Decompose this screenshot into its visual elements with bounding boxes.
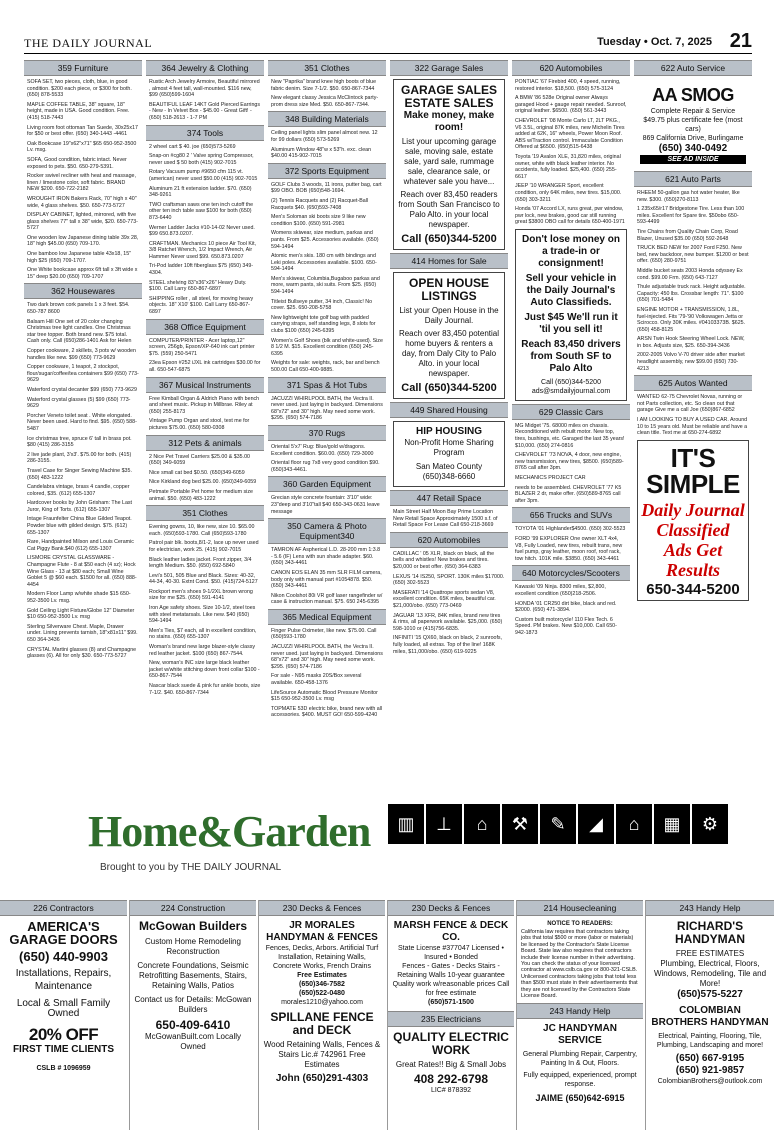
- classified-ad: Nikon Coolshot 80i VR golf laser rangefinder w/ case & instruction manual. $75. 650 245-6395: [271, 592, 383, 606]
- column-1: [24, 58, 142, 798]
- classified-ad: TOPMATE 53D electric bike, brand new with all accessories. $400. MUST GO! 650-599-4240: [271, 705, 383, 719]
- section-header: 656 Trucks and SUVs: [512, 507, 630, 523]
- ad-text: Contact us for Details: McGowan Builders: [134, 995, 252, 1014]
- ad-text: Installations, Repairs, Maintenance: [15, 968, 112, 992]
- classified-ad: One wooden low Japanese dining table 39x 28, 18" high $45.00 (650) 709-170.: [27, 234, 139, 248]
- box-phone: 650-344-5200: [646, 580, 740, 598]
- box-contact: Call (650)344-5200 ads@smdailyjournal.com: [531, 378, 611, 395]
- classified-ad: Candelabra vintage, brass 4 candle, copper colored, $35. (612) 655-1307: [27, 484, 130, 497]
- ad-title: MARSH FENCE & DECK CO.: [393, 920, 509, 943]
- section-header: 367 Musical Instruments: [146, 377, 264, 393]
- classified-ad: CRYSTAL Martini glasses (8) and Champagne glasses (6). All for only $30. 650-773-5727: [27, 646, 137, 660]
- classified-ad: Rocker swivel recliner with heat and massage, linen / limestone color, soft fabric. BRAND NEW $200. 650-722-2182: [27, 173, 136, 193]
- ad-list: [268, 182, 386, 374]
- section-header: 374 Tools: [146, 125, 264, 141]
- section-header: 322 Garage Sales: [390, 60, 508, 76]
- classified-ad: CANON EOS ELAN 35 mm SLR FILM camera, body only with manual part #1054878. $50. (650) 343-4461: [271, 569, 382, 590]
- section-header: 312 Pets & animals: [146, 435, 264, 451]
- ad-text: Wood Retaining Walls, Fences & Stairs Lic.# 742961 Free Estimates: [263, 1040, 381, 1069]
- home-garden-banner: [0, 800, 774, 896]
- classified-ad: GOLF Clubs 3 woods, 11 irons, putter bag, cart $99 OBO. BOB (650)548-1694.: [271, 181, 382, 195]
- ad-text: Fully equipped, experienced, prompt response.: [523, 1072, 637, 1089]
- ad-list: [146, 144, 264, 316]
- classified-ad: RHEEM 50-gallon gas hot water heater, like new. $300. (650)270-8113: [637, 190, 740, 203]
- classified-ad: New "Paprika" brand knee high boots of blue fabric denim. Size 7-1/2. $50. 650-867-7344: [271, 79, 377, 92]
- classified-ad: Intage Fraunfelter China Blue Gilded Teapot. Powder blue with gilded design. $75. (612) 655-1307: [27, 516, 132, 536]
- ad-email: ColombianBrothers@outlook.com: [657, 1078, 763, 1085]
- construction-column: [129, 900, 256, 1130]
- classified-ad: Men's Soloman ski boots size 9 like new condition $100. (650) 591-2981: [271, 214, 366, 227]
- section-header: 640 Motorcycles/Scooters: [512, 565, 630, 581]
- ad-list: [634, 394, 752, 437]
- box-text: List your Open House in the Daily Journal.: [399, 306, 499, 325]
- classified-ad: SHIPPING roller , all steel, for moving heavy objects. 18" X10' $100. Call Larry 650-867-6897: [149, 295, 254, 316]
- housecleaning-column: [516, 900, 643, 1130]
- classified-ad: Ceiling panel lights slim panel almost new. 12 for 99 dollars (650) 573-5269: [271, 130, 378, 143]
- ad-text: Local & Small Family Owned: [16, 998, 111, 1019]
- classified-ad: (2) Tennis Racquets and (2) Racquet-Ball Racquets $40. (650)593-7408: [271, 197, 369, 211]
- jc-handyman-ad: [521, 1023, 639, 1104]
- ad-phone: (650) 667-9195: [675, 1053, 745, 1064]
- classified-ad: 2002-2005 Volvo V-70 driver side after market headlight assembly, new $99.00 (650) 730-4213: [637, 352, 745, 372]
- ad-title: JR MORALES HANDYMAN & FENCES: [266, 920, 378, 943]
- ad-phone: (650) 921-9857: [675, 1065, 745, 1076]
- section-header: 351 Clothes: [146, 505, 264, 521]
- classified-ad: Toyota '19 Avalon XLE, 31,820 miles, original owner, white with black leather interior. No accidents, fully loaded. $25,400. (650) 255-6617: [515, 153, 621, 180]
- classified-ad: New, woman's INC size large black leather jacket w/white stitching down front collar $100 - 650-867-7544: [149, 660, 260, 680]
- ad-title: AMERICA'S GARAGE DOORS: [9, 919, 118, 947]
- ad-text: FIRST TIME CLIENTS: [12, 1044, 115, 1055]
- ad-phone: 650-409-6410: [155, 1018, 231, 1032]
- classified-ad: Snap-on #cg80 2 ' Valve spring Compressor, never used $ 50 both (415) 902-7015: [149, 153, 254, 166]
- ad-list: [512, 584, 630, 636]
- classified-ad: Waterford crystal glasses (5) $99 (650) 773-9629: [27, 396, 131, 410]
- window-icon: ▦: [654, 804, 690, 844]
- ad-list: [24, 302, 142, 659]
- classified-ad: Grecian style concrete fountain: 3'10" wide: 23"deep and 3'10"tall $40 650-343-0631 leave message: [271, 495, 380, 515]
- classified-ad: Atomic men's skis. 180 cm with bindings and Leki poles. Accessories available. $100. 650-594-1494: [271, 253, 377, 273]
- its-simple-box: [637, 440, 749, 601]
- ad-list: [268, 444, 386, 473]
- ad-list: [268, 130, 386, 159]
- section-header: 243 Handy Help: [517, 1003, 643, 1019]
- section-header: 447 Retail Space: [390, 490, 508, 506]
- classified-ad: WANTED 62-75 Chevrolet Novas, running or not Parts collection, etc. So clean out that garage Give me a call Joe (650)867-6852: [637, 394, 743, 414]
- classified-ad: SOFA SET, two pieces, cloth, blue, in good condition. $200 each piece, or $300 for both. (650) 878-5533: [27, 79, 132, 99]
- section-header: 368 Office Equipment: [146, 319, 264, 335]
- classified-ad: Men's Ties, $7 each, all in excellent condition, no stains. (650) 655-1307: [149, 627, 257, 641]
- classified-ad: HONDA '01 CR250 dirt bike, black and red. $2000. (650) 471-3894.: [515, 600, 617, 614]
- ad-title: SPILLANE FENCE and DECK: [270, 1010, 374, 1037]
- ad-list: [268, 79, 386, 108]
- decks-fences-column: [258, 900, 385, 1130]
- box-title: Don't lose money on a trade-in or consignment!: [522, 233, 620, 269]
- page-number: 21: [729, 30, 752, 52]
- auto-classifieds-box: [515, 229, 627, 401]
- garage-sales-box: [393, 79, 505, 250]
- classified-ad: Kawaski '09 Ninja. 8300 miles, $2,800, excellent condition (650)218-2506.: [515, 584, 606, 597]
- classified-ad: needs to be assembled. CHEVROLET '77 K5 BLAZER 2 dr, make offer. (650)589-8765 call after 3pm.: [515, 484, 622, 504]
- section-header: 622 Auto Service: [634, 60, 752, 76]
- section-header: 351 Clothes: [268, 60, 386, 76]
- ad-title: QUALITY ELECTRIC WORK: [393, 1030, 509, 1057]
- classified-ad: Oriental floor rug 7x8 very good condition $90. (650)343-4461.: [271, 460, 380, 473]
- box-text: Daily Journal Classified Ads Get Results: [641, 499, 745, 580]
- ad-list: [634, 190, 752, 372]
- classified-ad: Woman's brand new large blazer-style classy red leather jacket. $100 (650) 867-7544.: [149, 644, 256, 657]
- ad-list: [146, 396, 264, 432]
- classified-ad: Thule adjustable truck rack. Height adjustable. Capacity: 450 lbs. Crossbar length: 71". $100 (650) 701-5484: [637, 284, 746, 304]
- classified-ad: TWO craftsman saws one ten inch cutoff the other ten inch table saw $100 for both (650) 873-6440: [149, 201, 254, 221]
- home-garden-tagline: Brought to you by THE DAILY JOURNAL: [100, 862, 282, 873]
- classified-ad: Nice Kirkland dog bed $25.00. (650)349-6059: [149, 479, 257, 486]
- saw-icon: ◢: [578, 804, 614, 844]
- section-header: 364 Jewelry & Clothing: [146, 60, 264, 76]
- column-2: [146, 58, 264, 798]
- ad-list: [146, 79, 264, 122]
- classified-ad: Main Street Half Moon Bay Prime Location New Retail Space Approximately 1500 s.f. of Retail Space For Lease Call 650-218-3669: [393, 509, 498, 529]
- notice-to-readers: [521, 920, 639, 999]
- section-header: 620 Automobiles: [390, 532, 508, 548]
- box-text: Non-Profit Home Sharing Program: [404, 438, 494, 457]
- column-4: [390, 58, 508, 798]
- classified-ad: LifeSource Automatic Blood Pressure Monitor $15 650-952-3500 Lv. msg: [271, 689, 378, 703]
- box-title: IT'S SIMPLE: [646, 442, 740, 499]
- classified-ad: STEEL shelving 83"x36"x26" Heavy Duty. $100. Call Larry 650-867-6897: [149, 279, 247, 293]
- box-title: OPEN HOUSE LISTINGS: [408, 276, 489, 303]
- wrench-icon: ✎: [540, 804, 576, 844]
- classified-ad: Rare, Handpainted Milson and Louis Ceramic Cat Piggy Bank.$40 (612) 655-1307: [27, 539, 134, 552]
- box-text: $49.75 plus certificate fee (most cars): [643, 117, 743, 133]
- classified-ad: Waterford crystal decanter $99 (650) 773-9629: [27, 386, 137, 393]
- classified-ad: MASERATI '14 Quattrope sports sedan V8, excellent condition. 65K miles, beautiful car. $21,000/obo. (650) 773-0469: [393, 589, 496, 609]
- box-text: Reach over 83,450 readers from South San Francisco to Palo Alto. in your local newspaper.: [398, 190, 500, 229]
- box-text: Sell your vehicle in the Daily Journal's Auto Classifieds.: [525, 272, 617, 308]
- classified-ad: Tire Chains from Quality Chain Corp, Road Blazer, Unused $35.00 (650) 592-2648: [637, 228, 738, 242]
- classified-ad: Honda '07 Accord LX, runs great, pwr window, pwr lock, new brakes, good car still running great $3800 OBO call for details 650-400-1971: [515, 206, 625, 226]
- classified-ad: LISMORE CRYSTAL GLASSWARE - Champagne Flute - 8 at $50 each (4 sz); Hock Wine Glass - 13 at $80 each; Small Wine Goblet 5 @ $60 each. $1500 for all. (650) 888-4454: [27, 555, 137, 588]
- ad-list: [390, 551, 508, 655]
- ad-phone: 408 292-6798: [413, 1072, 489, 1086]
- classified-ad: A BMW '86 528e Original owner Always garaged Hood + gauge repair needed. Sunroof, original leather. $6500. (650) 561-3443: [515, 95, 627, 115]
- contractors-column: [0, 900, 127, 1130]
- box-title: AA SMOG: [652, 85, 734, 105]
- classified-ad: I AM LOOKING TO BUY A USED CAR. Around 10 to 15 years old. Must be reliable and have a clean title. Text me at 650-274-6892: [637, 417, 748, 437]
- section-header: 360 Garden Equipment: [268, 476, 386, 492]
- classified-ad: Rotary Vacuum pump #9650 cfm 115 vt. (american) never used $50.00 (415) 902-7015: [149, 169, 258, 182]
- section-header: 230 Decks & Fences: [388, 900, 514, 916]
- classified-ad: Oriental 5'x7' Rug: Blue/gold w/dragons. Excellent condition. $60.00. (650) 729-3000: [271, 443, 374, 457]
- marsh-fence-ad: [392, 920, 510, 1007]
- classified-ad: 1 235x65/r17 Bridgestone Tire. Less than 100 miles. Excellent for Spare tire. $50obo 650-593-4499: [637, 206, 745, 226]
- section-header: 620 Automobiles: [512, 60, 630, 76]
- ad-list: [146, 524, 264, 696]
- classified-ad: Tri-Pod ladder 10ft fiberglass $75 (650) 349-4304.: [149, 263, 254, 277]
- classified-ad: Werner Ladder Jacks #10-14-02 Never used. $99 650.873.0207.: [149, 224, 255, 238]
- classified-ad: TOYOTA '01 Highlander$4500. (650) 302-5523: [515, 526, 626, 533]
- quality-electric-ad: [392, 1031, 510, 1095]
- classified-ad: Titleist Bullseye putter, 34 inch, Classic! No cover. $25. 650-208-5758: [271, 298, 373, 312]
- classified-ad: Levi's 501, 505 Blue and Black. Sizes: 40-32, 44-34, 40-30. Extnt Cond. $50. (415)724-5127: [149, 572, 258, 586]
- classified-ad: Middle bucket seats 2003 Honda odyssey Ex cond. $99.00 Frm. (650) 643-7127: [637, 267, 743, 281]
- ad-list: [268, 547, 386, 606]
- ad-phone: JAIME (650)642-6915: [535, 1093, 625, 1104]
- classified-ad: PONTIAC '67 Firebird 400, 4 speed, running, restored interior. $18,500. (650) 575-3124: [515, 79, 621, 92]
- classified-ad: For sale - N95 masks 20S/Box several available. 650-458-1376: [271, 673, 362, 687]
- classified-ad: 2 Nice Pet Travel Carriers $25.00 & $35.00 (650) 349-6059: [149, 453, 250, 467]
- ad-title: RICHARD'S HANDYMAN: [675, 919, 745, 946]
- classified-ad: COMPUTER/PRINTER - Acer laptop,12" screen, 256gb, Epson/XP-640 ink cart printer $75. (559) 250-5471: [149, 337, 255, 357]
- section-header: 350 Camera & Photo Equipment340: [268, 518, 386, 544]
- box-title: HIP HOUSING: [416, 426, 482, 437]
- ad-list: [512, 526, 630, 562]
- richards-handyman-ad: [650, 920, 770, 1001]
- classified-ad: CHEVROLET '08 Monte Carlo LT, 2LT PKG., V6 3.5L, original 87K miles, new Michelin Tires added at 62K, 16" wheels, Power Moon Roof. ABS w/Traction control. Immaculate Condition Offered at $6500. (650)515-6438: [515, 117, 625, 151]
- drill-icon: ⚙: [692, 804, 728, 844]
- ad-text: Concrete Foundations, Seismic Retrofitting Basements, Stairs, Retaining Walls, Patios: [137, 961, 249, 990]
- classified-ad: Finger Pulse Oximeter, like new. $75.00. Call (650)593-1780: [271, 627, 377, 641]
- page-header: [24, 30, 752, 54]
- classified-ad: One White bookcase approx 6ft tall x 3ft wide x 15" deep $20.00 (650) 709-1707: [27, 267, 138, 280]
- classified-ad: Patrol pair blk. boots,8/1-2, lace up never used for electrician, work 25. (415) 902-7015: [149, 540, 259, 553]
- classified-ad: Copper cookware, 2 skillets, 3 pots w/ wooden handles like new. $99 (650) 773-9629: [27, 348, 136, 361]
- classified-ad: MG Midget '75. 68000 miles on chassis. Reconditioned with rebuilt motor. New top, tires, bushings, etc. Garaged the last 35 years! $10,000. (650) 274-0816: [515, 422, 625, 449]
- ad-text: Quality work w/reasonable prices Call for free estimate: [392, 981, 510, 997]
- classified-ad: Weights for sale: weights, rack, bar and bench 500.00 Call 650-400-9885.: [271, 360, 380, 373]
- classified-ad: Evening gowns, 10, like new, size 10. $65.00 each. (650)593-1780. Call (650)593-1780: [149, 524, 255, 537]
- classified-ad: One bamboo low Japanese table 43x18, 15" high $25 (650) 709-1707.: [27, 251, 132, 264]
- classified-ad: Men's skiwear, Columbia,Bugaboo parkas and more, warm pants, ski suits. From $25. (650) 594-1494: [271, 275, 380, 296]
- ad-text: Plumbing, Electrical, Floors, Windows, Remodeling, Tile and More!: [653, 959, 767, 988]
- section-header: 629 Classic Cars: [512, 404, 630, 420]
- classified-ad: Vintage Pump Organ and stool, text me for pictures $75.00. (650) 580-0308: [149, 418, 250, 431]
- section-header: 625 Autos Wanted: [634, 375, 752, 391]
- column-3: [268, 58, 386, 798]
- column-6: [634, 58, 752, 798]
- classified-ad: Gold Ceiling Light Fixture/Globe 12" Diameter $10 650-952-3500 Lv. msg: [27, 607, 135, 621]
- classified-ad: FORD '99 EXPLORER One owner XLT 4x4, V8, Fully Loaded, new tires, rebuilt trans, new fuel pump, gray leather, moon roof, roof rack, tow hitch. 101K mile. $3850. (650) 343-4461: [515, 536, 623, 562]
- classified-ad: JACUZZI WHIRLPOOL BATH, the Vectra II. never used. just laying in backyard. Dimensions 68"x72" and 30" high. May need some work. $295. (650) 574-7186: [271, 644, 383, 670]
- classified-ad: TRUCK BED NEW for 2007 Ford F250. New bed, new backdoor, new bumper. $1200 or best offer. (650) 280-9751: [637, 245, 749, 265]
- section-header: 449 Shared Housing: [390, 402, 508, 418]
- ad-phone: (650) 440-9903: [19, 949, 108, 964]
- open-house-box: [393, 272, 505, 399]
- classified-ad: MECHANICS PROJECT CAR: [515, 475, 586, 482]
- classified-ad: SOFA, Good condition, fabric intact. Never exposed to pets. $50. 650-279-5391.: [27, 156, 127, 170]
- classified-ad: INFINITI '15 QX60, black on black, 2 sunroofs, fully loaded, all extras. Top of the line! 168K miles, $11,000/obo. (650) 619-9225: [393, 635, 503, 655]
- classified-ad: Petmate Portable Pet home for medium size animal. $50. (650) 483-1222: [149, 488, 253, 502]
- box-text: Complete Repair & Service: [650, 108, 736, 115]
- section-header: 243 Handy Help: [646, 900, 774, 916]
- classified-ad: ENGINE MOTOR + TRANSMISSION, 1.8L, fuel-injected. Fits '79-'90 Volkswagen Jetta or Scirocco. Only 30K miles. #04103373B. $625. (650) 458-8125: [637, 306, 746, 333]
- box-phone: (650)348-6660: [422, 472, 476, 481]
- classified-ad: Black leather ladies jacket. Front zipper, 3/4 length Medium. $50. (650) 692-5840: [149, 556, 252, 570]
- classified-ad: Oak Bookcase 19"x62"x71" $65 650-952-3500 Lv. msg.: [27, 140, 137, 154]
- classified-ad: Nice small cat bed $0.50. (650)349-6059: [149, 469, 245, 476]
- classified-ad: CRAFTMAN. Mechanics 10 piece Air Tool Kit, 3/8 Ratchet Wrench, 1/2 Impact Wrench, Air Hammer Never used $99. 650.873.0207: [149, 240, 257, 260]
- colombian-brothers-ad: [650, 1005, 770, 1086]
- ad-phone: (650)571-1500: [428, 999, 474, 1006]
- classified-ad: CADILLAC ' 05 XLR, black on black, all the bells and whistles! New brakes and tires. $20,000 or best offer. (650) 364-6383: [393, 550, 495, 570]
- ad-text: State License #377047 Licensed • Insured • Bonded: [398, 945, 504, 961]
- section-header: 214 Housecleaning: [517, 900, 643, 916]
- faucet-icon: ⊥: [426, 804, 462, 844]
- classified-ad: New lightweight tote golf bag with padded carrying straps, self standing legs, 8 slots for clubs $100 (650) 245-6395: [271, 314, 376, 335]
- classified-ad: Modern Floor Lamp w/white shade $15 650-952-3500 Lv. msg.: [27, 591, 131, 604]
- mcgowan-ad: [134, 920, 252, 1052]
- ad-phone: (650)575-5227: [677, 989, 743, 1000]
- ad-title: COLOMBIAN BROTHERS HANDYMAN: [651, 1005, 769, 1028]
- box-subtitle: Make money, make room!: [403, 110, 495, 133]
- section-header: 348 Building Materials: [268, 111, 386, 127]
- classified-ad: CHEVROLET '73 NOVA, 4 door, new engine, new transmission, new tires, $8500. (650)589-8765 call after 3pm.: [515, 452, 624, 472]
- publication-name: THE DAILY JOURNAL: [24, 36, 153, 50]
- classified-ad: 2 live jade plant, 3'x3'. $75.00 for both. (415) 286-3155.: [27, 451, 132, 465]
- classified-ad: New elegant classy Jessica McClintock party-prom dress size Med. $50. 650-867-7344.: [271, 95, 379, 108]
- roof-icon: ⌂: [616, 804, 652, 844]
- section-header: 365 Medical Equipment: [268, 609, 386, 625]
- ad-list: [146, 338, 264, 374]
- box-phone: Call (650)344-5200: [401, 233, 497, 245]
- section-header: 226 Contractors: [0, 900, 127, 916]
- ad-license: CSLB # 1096959: [36, 1065, 91, 1072]
- notice-title: NOTICE TO READERS:: [547, 921, 613, 927]
- box-text: 869 California Drive, Burlingame: [642, 135, 744, 142]
- section-header: 359 Furniture: [24, 60, 142, 76]
- ad-phone: (650)346-7582: [299, 981, 345, 988]
- section-header: 362 Housewares: [24, 283, 142, 299]
- classified-ad: JAGUAR '13 XFR, 84K miles, brand new tires & rims, all paperwork available. $25,000. (650) 598-1010 or (415)756-6835.: [393, 612, 503, 632]
- ad-list: [512, 79, 630, 226]
- classified-ad: BEAUTIFUL LEAF 14KT Gold Pierced Earrings - New - In Velvet Box - $45.00 - Great Gift! - (650) 518-2613 - 1-7 PM: [149, 101, 260, 121]
- box-text: Reach over 83,450 potential home buyers & renters a day, from Daly City to Palo Alto. in your local newspaper.: [398, 329, 500, 378]
- ad-text: Great Rates!! Big & Small Jobs: [395, 1060, 507, 1069]
- box-phone: (650) 340-0492: [658, 143, 728, 154]
- box-phone: Call (650)344-5200: [401, 382, 497, 394]
- ad-list: [268, 396, 386, 422]
- ad-list: [390, 509, 508, 529]
- section-header: 230 Decks & Fences: [259, 900, 385, 916]
- classified-ad: WROUGHT IRON Bakers Rack, 70" high x 40" wide, 4 glass shelves. $50. 650-773-5727: [27, 195, 137, 209]
- classified-ad: Travel Case for Singer Sewing Machine $35. (650) 483-1222: [27, 467, 132, 481]
- ad-text: Custom Home Remodeling Reconstruction: [144, 937, 242, 956]
- ad-text: General Plumbing Repair, Carpentry, Painting In & Out, Floors.: [522, 1051, 638, 1068]
- spillane-ad: [263, 1011, 381, 1085]
- classified-ad: Copper cookware, 1 teapot, 2 stockpot, flour/sugar/coffee/tea containers $99 (650) 773-9629: [27, 364, 139, 384]
- issue-date: Tuesday • Oct. 7, 2025: [597, 36, 712, 48]
- column-5: [512, 58, 630, 798]
- fences-electricians-column: [387, 900, 514, 1130]
- home-garden-logo: Home&Garden: [88, 807, 371, 856]
- classified-ad: 2 wheel cart $ 40. joe (650)573-5269: [149, 143, 236, 150]
- box-badge: SEE AD INSIDE: [640, 155, 746, 164]
- ad-phone: John (650)291-4303: [275, 1073, 369, 1084]
- ad-text: Fences, Decks, Arbors. Artificial Turf Installation, Retaining Walls, Concrete Works, French Drains: [265, 945, 379, 970]
- ad-title: McGowan Builders: [138, 919, 248, 933]
- service-icons: [388, 804, 728, 844]
- ad-list: [24, 79, 142, 280]
- classified-ad: ARSN Twin Hook Steering Wheel Lock. NEW, in box. Adjusts size, $25. 650-394-3436: [637, 336, 745, 349]
- classified-ad: Balsam Hill One set of 20 color changing Christmas tree light candles. One Christmas star tree topper. Both brand new. $75 total. Cash only. Call (650)286-1401 Ask for Helen: [27, 318, 132, 345]
- aa-smog-box: [637, 79, 749, 168]
- classified-ad: Women's Golf Shoes (blk and white-used). Size 8 1/2 M. $15. Excellent condition (650) 245-6395: [271, 337, 383, 357]
- classified-ad: Aluminum Window 48"w x 53"h. exc. clean $40.00 415-902-7015: [271, 146, 372, 160]
- classified-ad: LEXUS '14 IS250, SPORT. 130K miles $17000. (650) 302-5523: [393, 573, 505, 587]
- box-text: List your upcoming garage sale, moving sale, estate sale, yard sale, rummage sale, clearance sale, or whatever sale you have...: [401, 137, 497, 186]
- ad-phone: (650)522-0480: [299, 990, 345, 997]
- classified-ad: Aluminum 21 ft extension ladder. $70. (650) 348-9261: [149, 185, 252, 199]
- classified-ad: Womens skiwear, size medium, parkas and pants. From $25. Accessories available. (650) 594-1494: [271, 230, 379, 250]
- ad-title: JC HANDYMAN SERVICE: [543, 1023, 617, 1047]
- classified-ad: Two dark brown cork panels 1 x 3 feet. $54. 650-787 8600: [27, 302, 130, 316]
- box-text: San Mateo County: [415, 462, 483, 471]
- classified-ad: Hardcover books by John Grisham: The Last Juror, King of Torts. (612) 655-1307: [27, 500, 133, 513]
- classified-ad: Rockport men's shoes 9-1/2XL brown wrong size for me $25. (650) 591-4141: [149, 588, 253, 602]
- ad-discount: 20% OFF: [28, 1025, 99, 1044]
- ad-list: [146, 454, 264, 503]
- classified-ad: JEEP '10 WRANGER Sport, excellent condition, only 64K miles, new tires. $15,000. (650) 303-3211: [515, 183, 622, 203]
- jr-morales-ad: [263, 920, 381, 1007]
- house-icon: ⌂: [464, 804, 500, 844]
- classified-ad: Porcher Veneto toilet seat . White elongated. Never been used. Hard to find. $95. (650) 588-5487: [27, 412, 137, 432]
- box-text: Reach 83,450 drivers from South SF to Palo Alto: [521, 338, 621, 374]
- classified-ad: Custom built motorcycle! 110 Flex Tech. 6 Speed. PM brakes. New $10,000. Call 650-942-1873: [515, 616, 617, 636]
- hip-housing-box: [393, 421, 505, 487]
- notice-text: California law requires that contractors taking jobs that total $500 or more (labor or materials) be licensed by the Contractor's State License Board. State law also requires that contractors include their license number in their advertising. You can check the status of your licensed contractor at www.cslb.ca.gov or 800-321-CSLB. Unlicensed contractors taking jobs that total less than $500 must state in their advertisements that they are not licensed by the Contractors State License Board.: [521, 929, 638, 1000]
- section-header: 372 Sports Equipment: [268, 163, 386, 179]
- ad-list: [268, 495, 386, 515]
- classified-ad: Sterling Silverware Chest. Maple, Drawer under. Lining prevents tarnish, 18"x81x11" $99. 650 364-3436: [27, 623, 138, 643]
- section-header: 370 Rugs: [268, 425, 386, 441]
- classified-ad: Rustic Arch Jewelry Armoire, Beautiful mirrored , almost 4 feet tall, wall-mounted. $116 new, $99 (650)599-1604: [149, 79, 260, 99]
- ad-text: FREE ESTIMATES: [675, 949, 745, 958]
- classified-ad: 23ea Epson #252 iJXL ink cartridges $30.00 for all. 650-547-6875: [149, 360, 261, 373]
- ad-email: morales1210@yahoo.com: [281, 999, 363, 1006]
- classified-ad: Iron Age safety shoes. Size 10-1/2, steel toes with steel metatarsals. Like new. $40 (650) 594-1494: [149, 605, 256, 625]
- ad-license: LIC# 878392: [430, 1087, 472, 1094]
- hammer-icon: ⚒: [502, 804, 538, 844]
- classified-ad: MAPLE COFFEE TABLE, 38" square, 18" height, made in USA. Good condition. Free.(415) 518-7443: [27, 101, 130, 121]
- box-text: Just $45 We'll run it 'til you sell it!: [524, 311, 618, 335]
- garage-doors-ad: [4, 920, 123, 1073]
- section-header: 235 Electricians: [388, 1011, 514, 1027]
- classified-ad: DISPLAY CABINET, lighted, mirrored, with five glass shelves 77" tall x 38" wide, $20. 650-773-5727: [27, 212, 138, 232]
- handy-help-column: [645, 900, 774, 1130]
- classified-ad: TAMRON AF Aspherical L.D. 28-200 mm 1:3.8 - 5.6 (IF) Lens with sun shade adapter. $60.(650) 343-4461: [271, 547, 381, 567]
- classified-ad: Living room foot ottoman Tan Suede, 30x25x17 for $50 or best offer. (650) 340-1443 -4461: [27, 124, 138, 138]
- classified-ad: Free Kimball Organ & Aldrich Piano with bench and sheet music. Pickup in Millbrae. Riley at (650) 255-8173: [149, 395, 260, 415]
- classified-ad: Ice christmas tree, spruce 6' tall in brass pot. $80 (415) 286-3155: [27, 435, 132, 449]
- ad-text: Fences - Gates - Decks Stairs - Retaining Walls 10-year guarantee: [397, 963, 505, 979]
- section-header: 414 Homes for Sale: [390, 253, 508, 269]
- box-title: GARAGE SALES ESTATE SALES: [400, 83, 497, 110]
- classified-ad: Nascar black suede & pink fur ankle boots, size 7-1/2. $40. 650-867-7344: [149, 683, 261, 696]
- ad-text: McGowanBuilt.com Locally Owned: [144, 1032, 242, 1051]
- ad-text: Electrical, Painting, Flooring, Tile, Plumbing, Landscaping and more!: [656, 1033, 764, 1049]
- section-header: 371 Spas & Hot Tubs: [268, 377, 386, 393]
- section-header: 224 Construction: [130, 900, 256, 916]
- ad-list: [512, 423, 630, 505]
- section-header: 621 Auto Parts: [634, 171, 752, 187]
- ad-text: Free Estimates: [297, 972, 347, 979]
- ad-list: [268, 628, 386, 719]
- paint-roller-icon: ▥: [388, 804, 424, 844]
- classified-ad: JACUZZI WHIRLPOOL BATH, the Vectra II. never used. just laying in backyard. Dimensions 68"x72" and 30" high. May need some work. $295. (650) 574-7186: [271, 395, 383, 422]
